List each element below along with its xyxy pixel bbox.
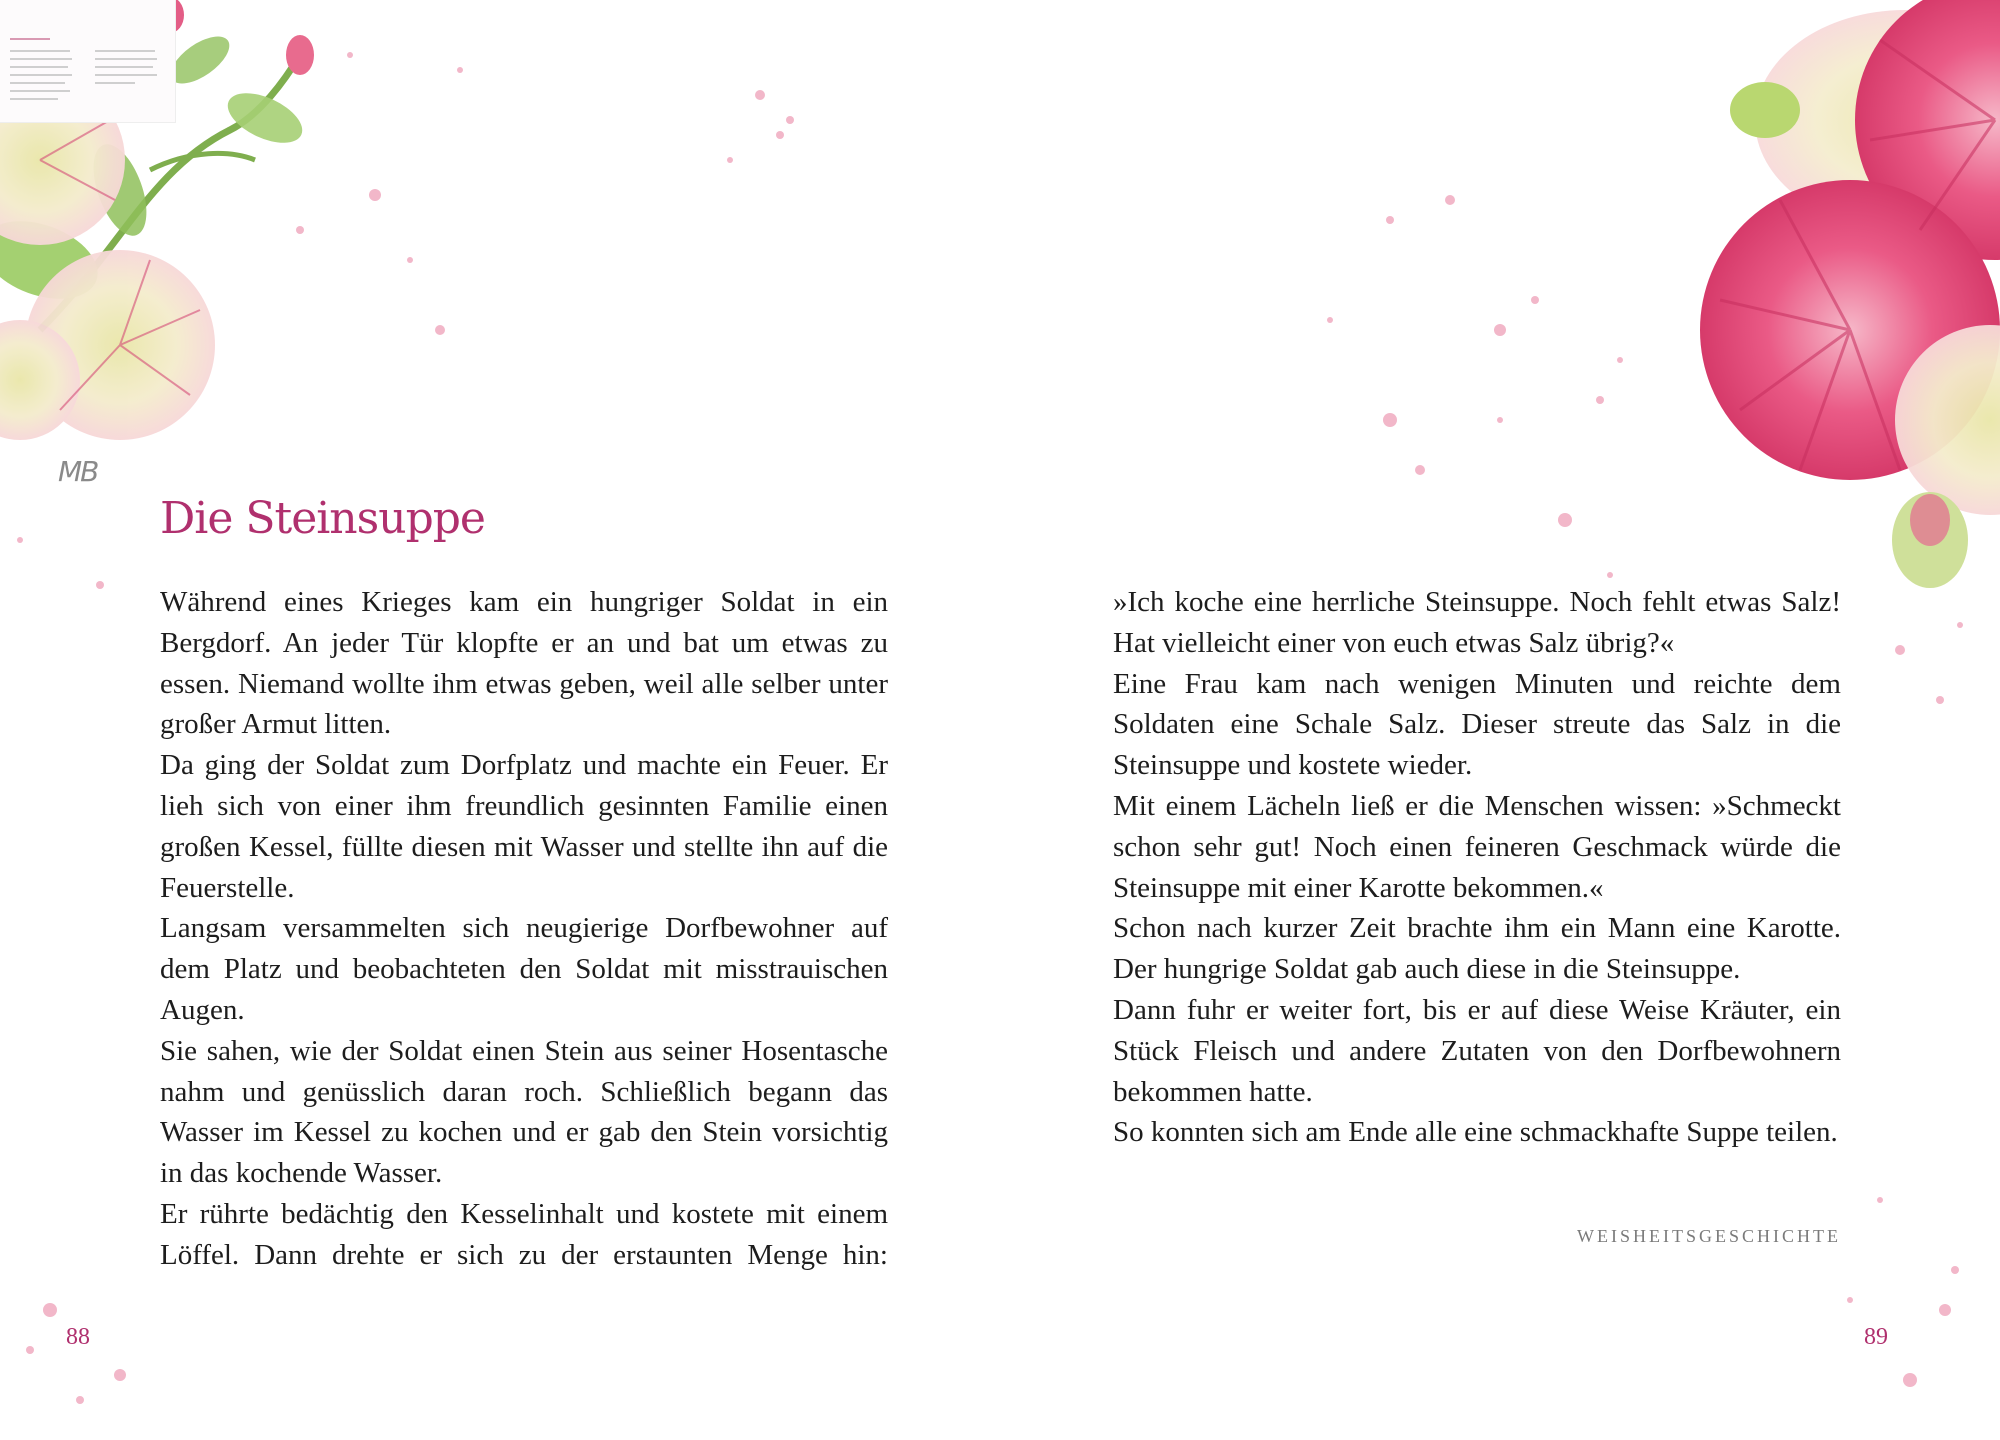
left-text-column bbox=[160, 582, 888, 1276]
paragraph: Langsam versammelten sich neugierige Dorfbewohner auf dem Platz und beobachteten den Soldat mit misstrauischen Augen. bbox=[160, 912, 888, 1026]
page-number-right: 89 bbox=[1864, 1324, 1888, 1350]
right-flower-cluster bbox=[1700, 0, 2000, 588]
story-title: Die Steinsuppe bbox=[160, 493, 485, 544]
paragraph: So konnten sich am Ende alle eine schmackhafte Suppe teilen. bbox=[1113, 1116, 1838, 1149]
genre-label: WEISHEITSGESCHICHTE bbox=[1577, 1226, 1841, 1246]
paragraph: »Ich koche eine herrliche Steinsuppe. Noch fehlt etwas Salz! Hat vielleicht einer von euch etwas Salz übrig?« bbox=[1113, 586, 1841, 659]
paragraph: Er rührte bedächtig den Kesselinhalt und kostete mit einem Löffel. Dann drehte er sich zu der erstaunten Menge hin: bbox=[160, 1197, 888, 1271]
paragraph: Mit einem Lächeln ließ er die Menschen wissen: »Schmeckt schon sehr gut! Noch einen feineren Geschmack würde die Steinsuppe mit einer Karotte bekommen.« bbox=[1113, 789, 1841, 904]
right-text-column bbox=[1113, 582, 1841, 1153]
paragraph: Eine Frau kam nach wenigen Minuten und reichte dem Soldaten eine Schale Salz. Dieser streute das Salz in die Steinsuppe und kostete wieder. bbox=[1113, 667, 1841, 782]
paragraph: Schon nach kurzer Zeit brachte ihm ein Mann eine Karotte. Der hungrige Soldat gab auch diese in die Steinsuppe. bbox=[1113, 912, 1841, 986]
monogram-signature: MB bbox=[58, 455, 98, 488]
paragraph: Sie sahen, wie der Soldat einen Stein aus seiner Hosentasche nahm und genüsslich daran roch. Schließlich begann das Wasser im Kessel zu kochen und er gab den Stein vorsichtig in das kochende Wasser. bbox=[160, 1034, 888, 1190]
page-thumbnail[interactable] bbox=[0, 0, 176, 123]
page-number-left: 88 bbox=[66, 1324, 90, 1350]
paragraph: Dann fuhr er weiter fort, bis er auf diese Weise Kräuter, ein Stück Fleisch und andere Zutaten von den Dorfbewohnern bekommen hatte. bbox=[1113, 993, 1841, 1108]
paragraph: Während eines Krieges kam ein hungriger Soldat in ein Bergdorf. An jeder Tür klopfte er an und bat um etwas zu essen. Niemand wollte ihm etwas geben, weil alle selber unter großer Armut litten. bbox=[160, 586, 888, 741]
paragraph: Da ging der Soldat zum Dorfplatz und machte ein Feuer. Er lieh sich von einer ihm freundlich gesinnten Familie einen großen Kessel, füllte diesen mit Wasser und stellte ihn auf die Feuerstelle. bbox=[160, 749, 888, 904]
